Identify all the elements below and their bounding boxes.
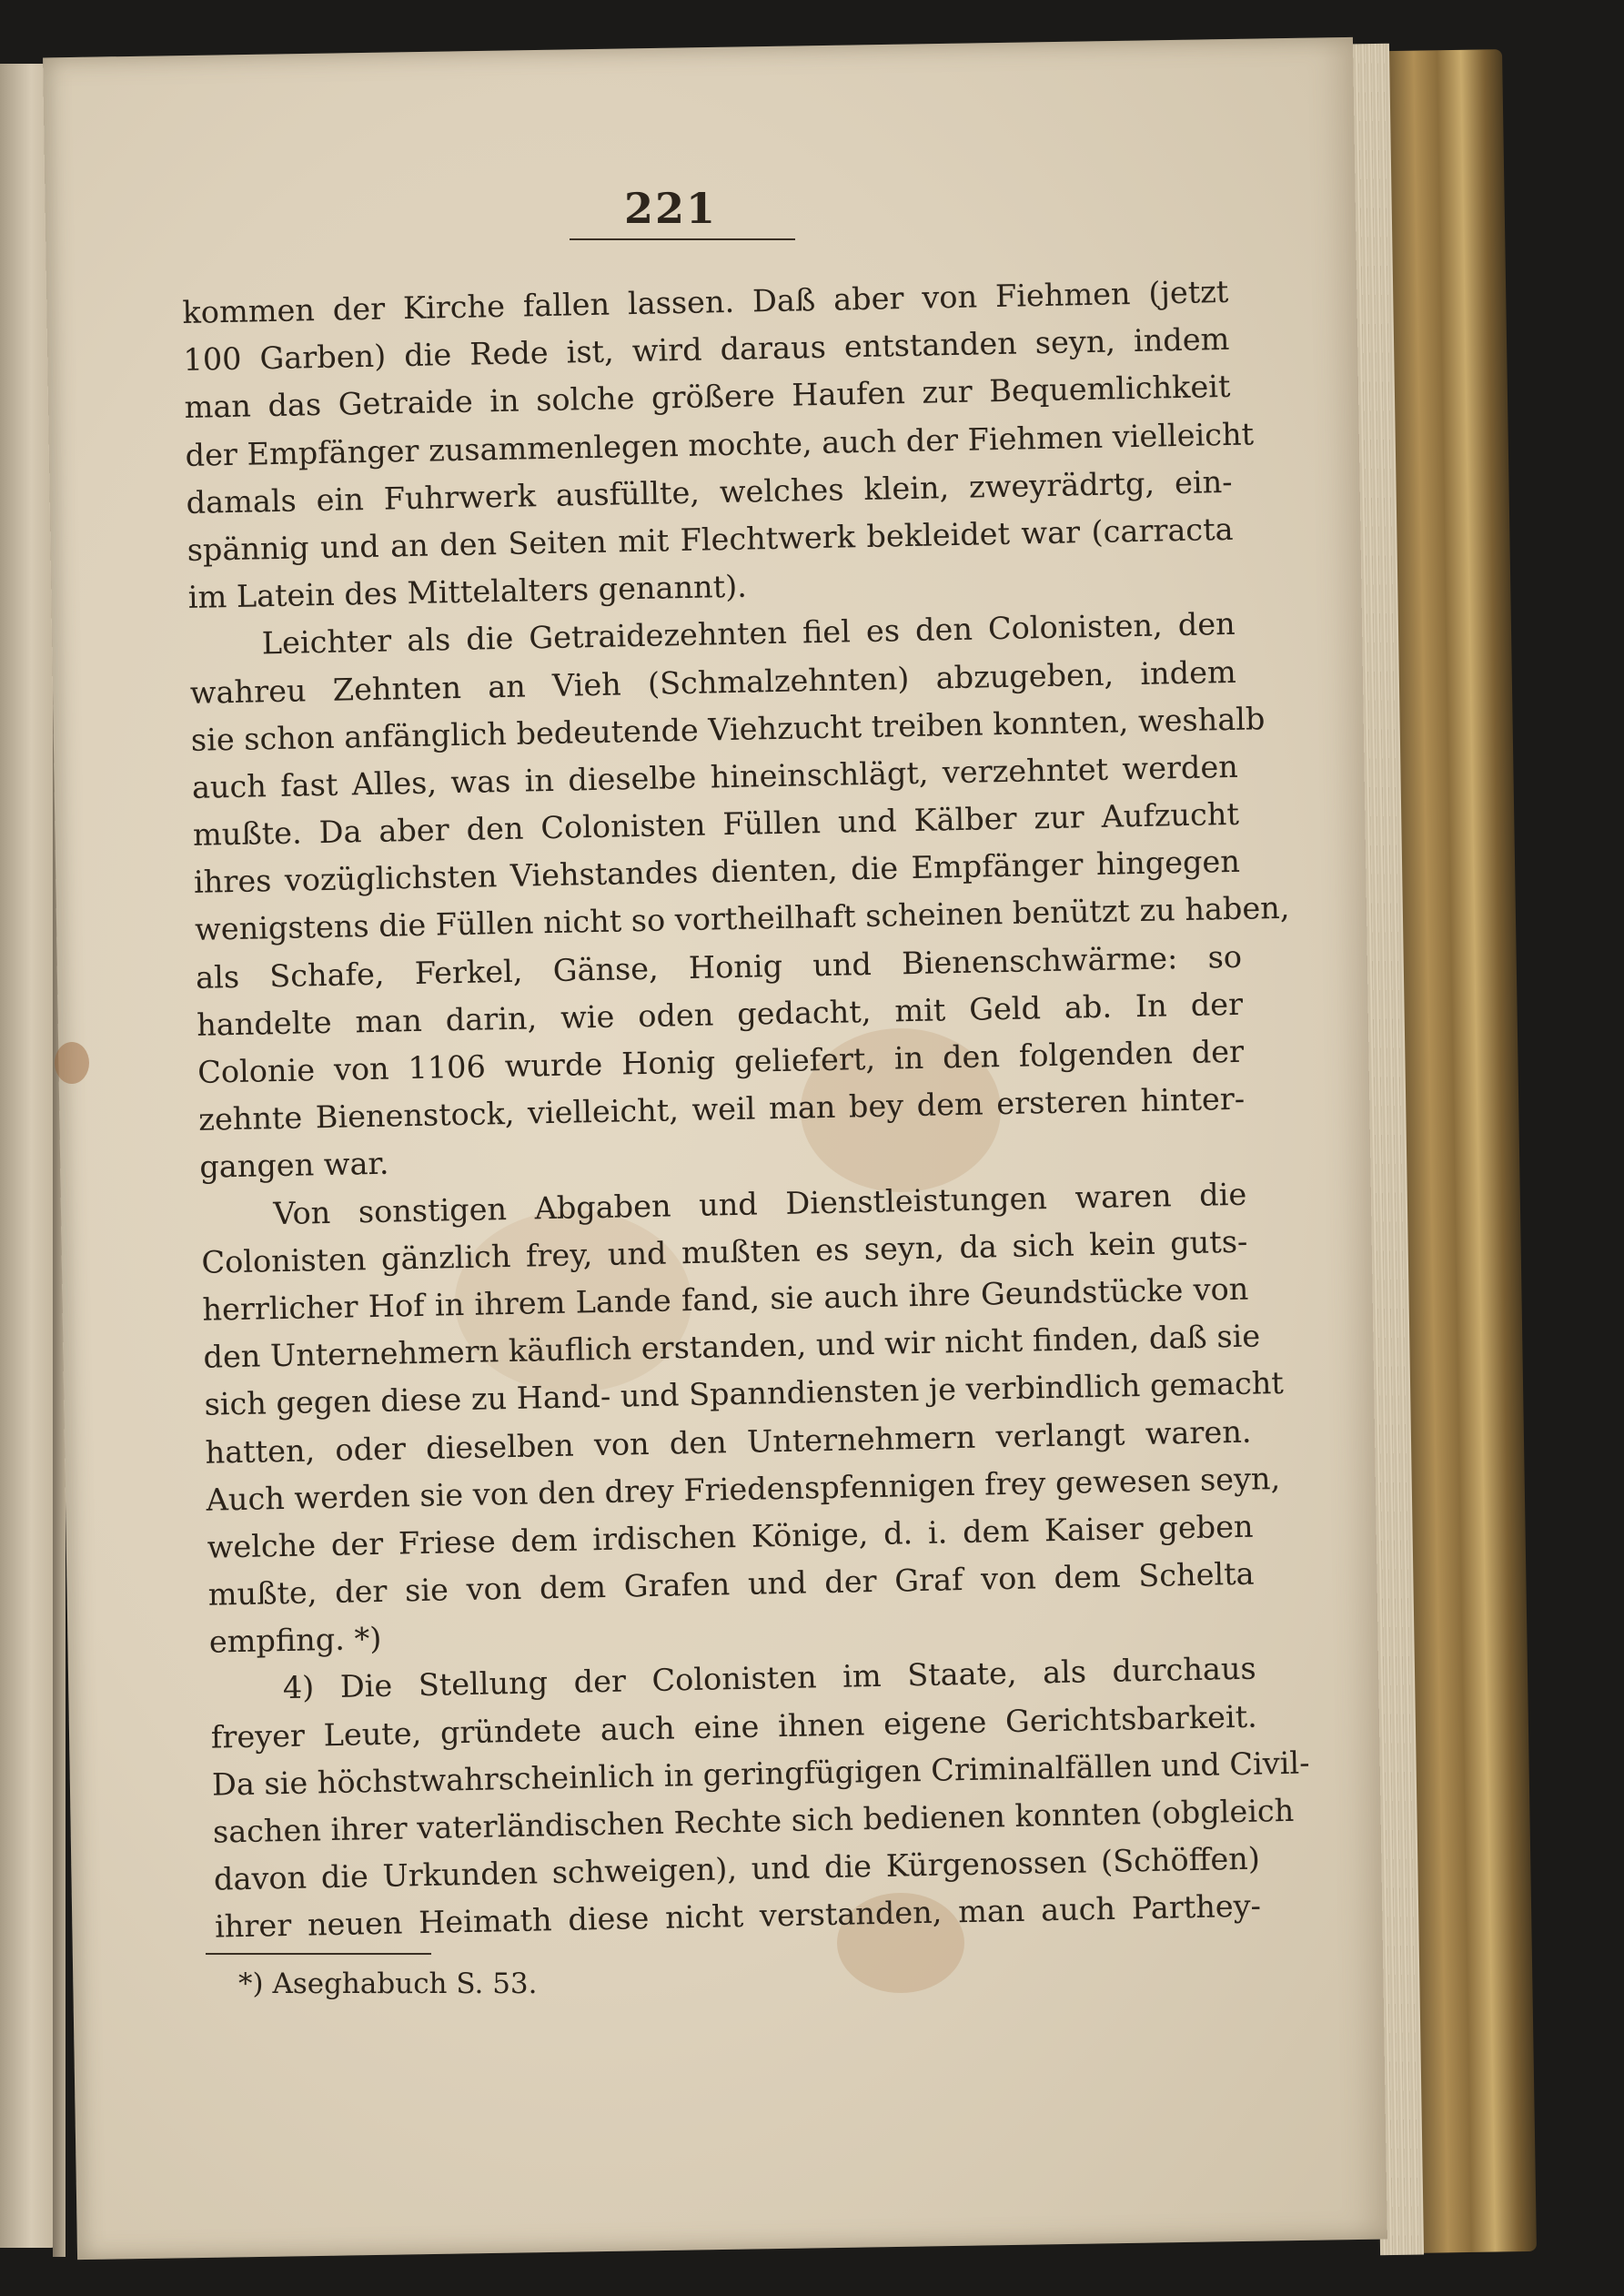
text-line: davon die Urkunden schweigen), und die Kürgenossen (Schöffen) — [213, 1840, 1261, 1897]
text-line: handelte man darin, wie oden gedacht, mit Geld ab. In der — [196, 986, 1244, 1043]
text-line: welche der Friese dem irdischen Könige, d. i. dem Kaiser geben — [207, 1508, 1254, 1565]
header-rule — [570, 238, 795, 240]
text-line: auch fast Alles, was in dieselbe hineinschlägt, verzehntet werden — [191, 748, 1239, 805]
text-line: kommen der Kirche fallen lassen. Daß aber von Fiehmen (jetzt — [182, 273, 1229, 330]
text-line: sich gegen diese zu Hand- und Spanndiensten je verbindlich gemacht — [204, 1365, 1285, 1423]
text-line: ihrer neuen Heimath diese nicht verstanden, man auch Parthey- — [214, 1887, 1262, 1946]
text-line: freyer Leute, gründete auch eine ihnen eigene Gerichtsbarkeit. — [210, 1698, 1258, 1755]
text-line: 4) Die Stellung der Colonisten im Staate, als durchaus — [282, 1651, 1257, 1706]
text-line: hatten, oder dieselben von den Unternehmern verlangt waren. — [205, 1413, 1252, 1471]
text-line: ihres vozüglichsten Viehstandes dienten, die Empfänger hingegen — [193, 844, 1241, 901]
text-line: spännig und an den Seiten mit Flechtwerk bekleidet war (carracta — [187, 511, 1234, 568]
text-line: Colonie von 1106 wurde Honig geliefert, in den folgenden der — [197, 1033, 1245, 1090]
text-line: Leichter als die Getraidezehnten fiel es den Colonisten, den — [261, 606, 1236, 662]
text-line: Von sonstigen Abgaben und Dienstleistungen waren die — [273, 1176, 1247, 1231]
text-line: herrlicher Hof in ihrem Lande fand, sie auch ihre Geundstücke von — [202, 1270, 1249, 1328]
text-line: sie schon anfänglich bedeutende Viehzucht treiben konnten, weshalb — [190, 700, 1266, 758]
text-line: empfing. *) — [208, 1621, 382, 1660]
text-line: im Latein des Mittelalters genannt). — [187, 568, 748, 616]
text-line: gangen war. — [198, 1146, 389, 1186]
footnote: *) Aseghabuch S. 53. — [238, 1967, 538, 2000]
foxing-stain — [55, 1042, 89, 1084]
text-line: Da sie höchstwahrscheinlich in geringfügigen Criminalfällen und Civil- — [211, 1745, 1310, 1803]
text-line: man das Getraide in solche größere Haufen zur Bequemlichkeit — [184, 369, 1231, 426]
text-line: sachen ihrer vaterländischen Rechte sich bedienen konnten (obgleich — [212, 1792, 1295, 1850]
text-line: Colonisten gänzlich frey, und mußten es seyn, da sich kein guts- — [201, 1223, 1248, 1280]
body-text — [182, 268, 1310, 1951]
text-line: den Unternehmern käuflich erstanden, und wir nicht finden, daß sie — [203, 1318, 1261, 1375]
page-number: 221 — [624, 184, 718, 233]
text-line: damals ein Fuhrwerk ausfüllte, welches klein, zweyrädrtg, ein- — [186, 463, 1233, 521]
text-line: wahreu Zehnten an Vieh (Schmalzehnten) abzugeben, indem — [189, 653, 1237, 711]
text-line: Auch werden sie von den drey Friedenspfennigen frey gewesen seyn, — [206, 1460, 1281, 1518]
text-line: mußte, der sie von dem Grafen und der Graf von dem Schelta — [207, 1555, 1255, 1613]
text-line: zehnte Bienenstock, vielleicht, weil man bey dem ersteren hinter- — [197, 1080, 1246, 1138]
text-line: als Schafe, Ferkel, Gänse, Honig und Bienenschwärme: so — [195, 938, 1243, 996]
text-line: mußte. Da aber den Colonisten Füllen und Kälber zur Aufzucht — [192, 795, 1240, 853]
footnote-rule — [206, 1953, 431, 1955]
text-line: der Empfänger zusammenlegen mochte, auch der Fiehmen vielleicht — [185, 415, 1255, 473]
text-line: wenigstens die Füllen nicht so vortheilhaft scheinen benützt zu haben, — [194, 890, 1290, 948]
text-line: 100 Garben) die Rede ist, wird daraus entstanden seyn, indem — [183, 321, 1230, 379]
